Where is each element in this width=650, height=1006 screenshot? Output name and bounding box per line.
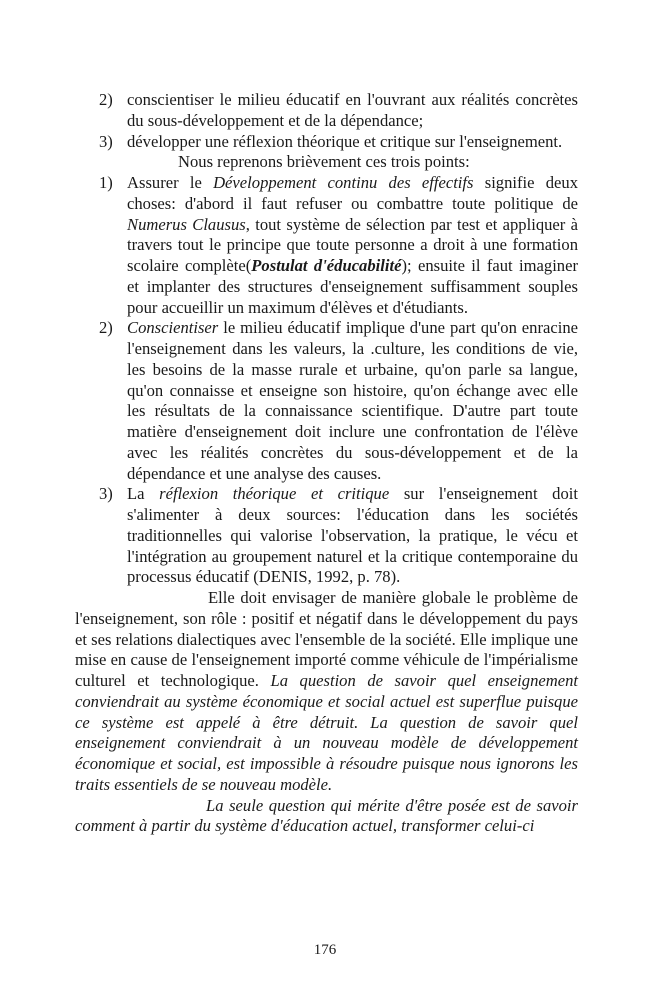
document-page: [75, 90, 578, 837]
intro-list-item-3: [75, 132, 578, 153]
body-paragraph-1: [75, 588, 578, 796]
point-3: [75, 484, 578, 588]
point-text: [127, 173, 578, 317]
list-number: 2): [99, 90, 113, 109]
emphasis-text: La seule question qui mérite d'être posée est de savoir comment à partir du système d'éducation actuel, transformer celui-ci: [75, 795, 578, 836]
list-item-text: conscientiser le milieu éducatif en l'ouvrant aux réalités concrètes du sous-développement et de la dépendance;: [127, 90, 578, 130]
section-heading-line: Nous reprenons brièvement ces trois points:: [178, 152, 470, 172]
list-number: 3): [99, 484, 113, 504]
emphasis-text: [251, 256, 401, 275]
page-number: 176: [313, 942, 337, 958]
list-number: 3): [99, 131, 113, 151]
text-segment: sur l'enseignement doit s'alimenter à deux sources: l'éducation dans les sociétés traditionnelles qui valorise l'observation, la pratique, le vécu et l'intégration au groupement naturel et la critique contemporaine du processus éducatif (DENIS, 1992, p. 78).: [127, 484, 579, 587]
body-paragraph-2: [75, 796, 578, 838]
intro-list-item-2: [75, 90, 578, 132]
emphasis-text: La question de savoir quel enseignement conviendrait au système économique et social actuel est superflue puisque ce système est appelé à être détruit. La question de savoir quel enseignement conviendrait à un nouveau modèle de développement économique et social, est impossible à résoudre puisque nous ignorons les traits essentiels de se nouveau modèle.: [75, 671, 578, 794]
text-segment: La: [127, 484, 160, 504]
emphasis-text: Conscientiser: [127, 318, 219, 338]
text-segment: , tout système de sélection par test et appliquer à travers tout le principe que toute personne a droit à une formation scolaire complète(: [127, 214, 579, 275]
text-segment: le milieu éducatif implique d'une part qu'on enracine l'enseignement dans les valeurs, la .culture, les conditions de vie, les besoins de la masse rurale et urbaine, qu'on parle sa langue, qu'on connaisse et enseigne son histoire, qu'on échange avec elle les résultats de la connaissance scientifique. D'autre part toute matière d'enseignement doit inclure une confrontation de l'élève avec les réalités concrètes du sous-développement et de la dépendance et une analyse des causes.: [127, 318, 578, 483]
point-text: [127, 318, 578, 482]
text-segment: ); ensuite il faut imaginer et implanter des structures d'enseignement suffisamment souples pour accueillir un maximum d'élèves et d'étudiants.: [127, 256, 578, 317]
point-text: [127, 484, 578, 586]
list-item-text: développer une réflexion théorique et critique sur l'enseignement.: [127, 131, 563, 151]
text-segment: signifie deux choses: d'abord il faut refuser ou combattre toute politique de: [127, 173, 579, 213]
list-number: 1): [99, 173, 113, 192]
point-1: [75, 173, 578, 318]
point-2: [75, 318, 578, 484]
emphasis-text: réflexion théorique et critique: [159, 484, 390, 504]
text-segment: Elle doit envisager de manière globale le problème de l'enseignement, son rôle : positif et négatif dans le développement du pays et ses relations dialectiques avec l'ensemble de la société. Elle implique une mise en cause de l'enseignement importé comme véhicule de l'impérialisme culturel et technologique.: [75, 588, 578, 690]
emphasis-text: Développement continu des effectifs: [213, 173, 474, 192]
emphasis-text: Numerus Clausus: [127, 214, 246, 234]
list-number: 2): [99, 318, 113, 338]
emphasis-text: Postulat d'éducabilité: [251, 256, 402, 275]
text-segment: Assurer le: [127, 173, 214, 192]
